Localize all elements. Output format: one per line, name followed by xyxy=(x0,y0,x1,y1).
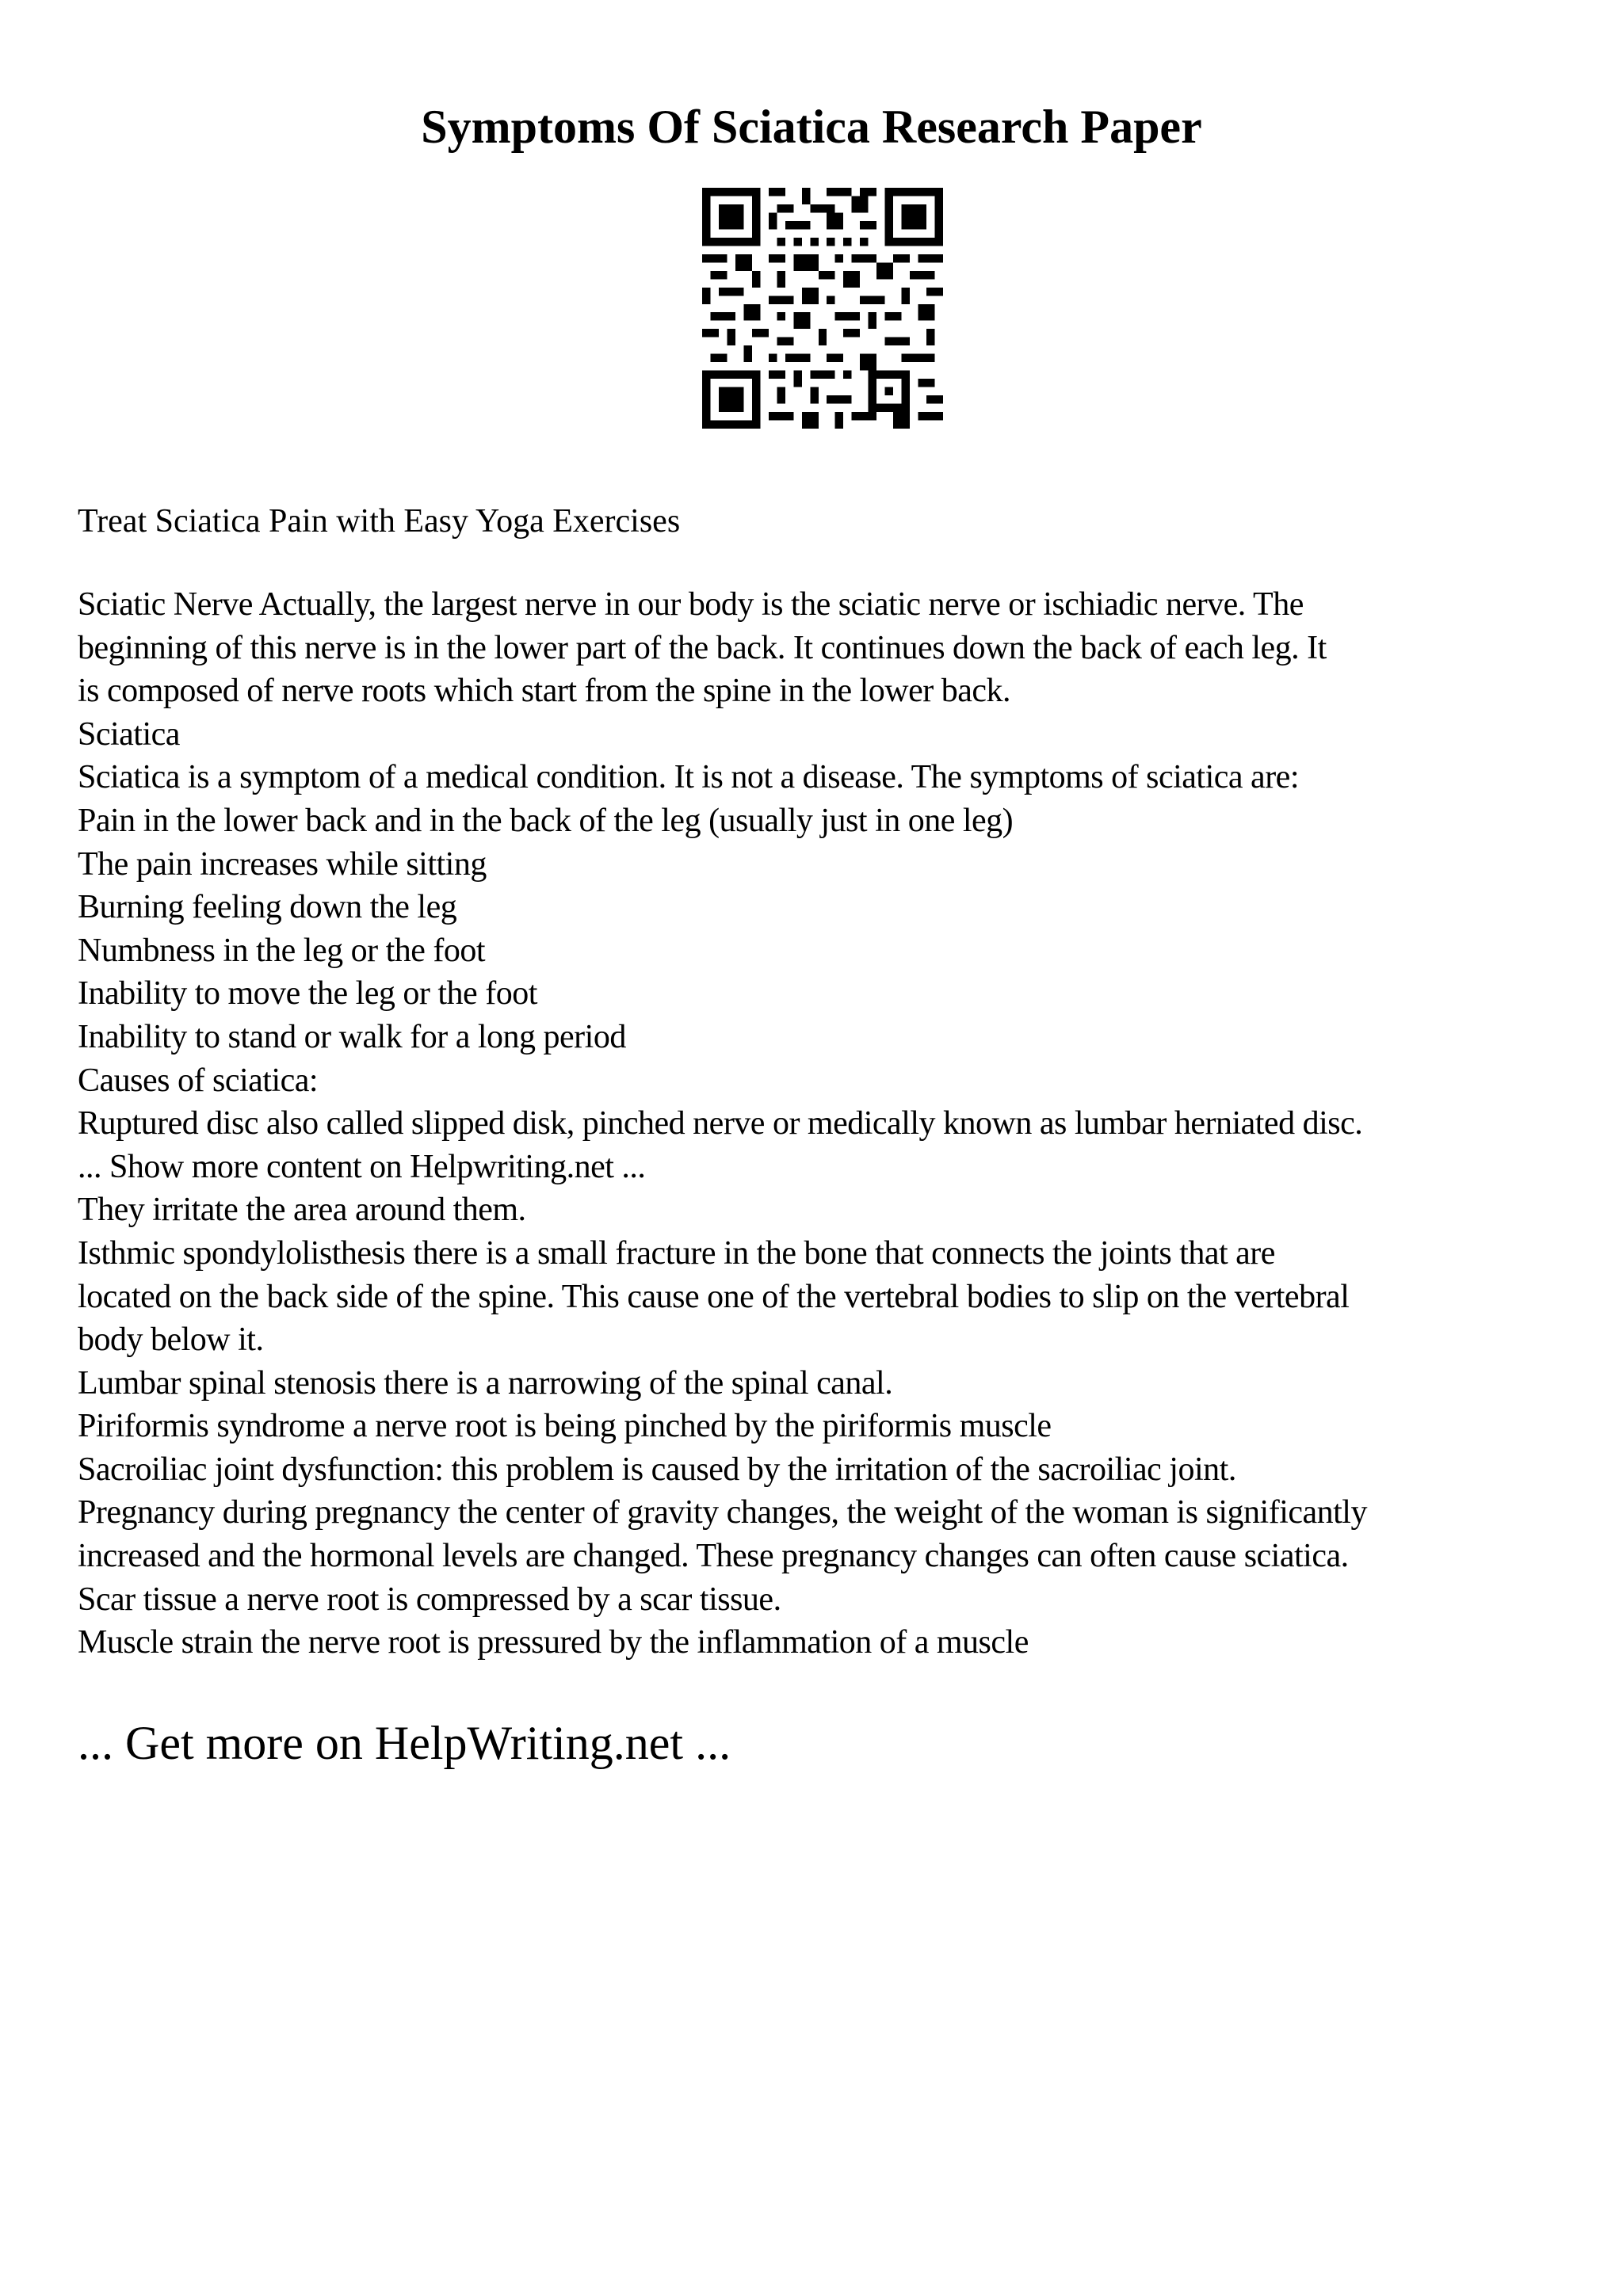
show-more-link[interactable]: ... Show more content on Helpwriting.net ... xyxy=(78,1148,646,1185)
qr-code-icon xyxy=(702,188,943,429)
get-more-link[interactable]: ... Get more on HelpWriting.net ... xyxy=(78,1717,731,1769)
body-line: increased and the hormonal levels are changed. These pregnancy changes can often cause sciatica. xyxy=(78,1538,1349,1575)
article-subtitle: Treat Sciatica Pain with Easy Yoga Exercises xyxy=(78,503,681,540)
body-line: Burning feeling down the leg xyxy=(78,889,457,926)
body-line: Inability to move the leg or the foot xyxy=(78,975,537,1013)
body-line: is composed of nerve roots which start from the spine in the lower back. xyxy=(78,673,1011,710)
body-line: located on the back side of the spine. This cause one of the vertebral bodies to slip on the vertebral xyxy=(78,1278,1350,1315)
page-title: Symptoms Of Sciatica Research Paper xyxy=(421,101,1202,153)
body-line: Ruptured disc also called slipped disk, pinched nerve or medically known as lumbar herniated disc. xyxy=(78,1105,1363,1142)
body-line: Muscle strain the nerve root is pressured by the inflammation of a muscle xyxy=(78,1624,1029,1661)
body-line: Numbness in the leg or the foot xyxy=(78,932,486,969)
body-line: Inability to stand or walk for a long period xyxy=(78,1018,626,1055)
body-line: Lumbar spinal stenosis there is a narrowing of the spinal canal. xyxy=(78,1364,893,1402)
body-line: Sciatica is a symptom of a medical condition. It is not a disease. The symptoms of sciatica are: xyxy=(78,759,1299,796)
body-line: Pain in the lower back and in the back of the leg (usually just in one leg) xyxy=(78,802,1014,839)
body-line: The pain increases while sitting xyxy=(78,845,487,883)
body-line: Sciatica xyxy=(78,715,180,753)
body-line: Causes of sciatica: xyxy=(78,1062,319,1099)
body-line: Sciatic Nerve Actually, the largest nerve in our body is the sciatic nerve or ischiadic nerve. The xyxy=(78,586,1304,623)
body-line: Pregnancy during pregnancy the center of gravity changes, the weight of the woman is significantly xyxy=(78,1494,1367,1531)
body-line: Isthmic spondylolisthesis there is a small fracture in the bone that connects the joints that are xyxy=(78,1234,1275,1272)
body-line: beginning of this nerve is in the lower part of the back. It continues down the back of each leg. It xyxy=(78,629,1327,666)
body-line: Sacroiliac joint dysfunction: this problem is caused by the irritation of the sacroiliac joint. xyxy=(78,1451,1236,1488)
article-body xyxy=(78,583,1568,1665)
body-line: Piriformis syndrome a nerve root is being pinched by the piriformis muscle xyxy=(78,1408,1052,1445)
body-line: They irritate the area around them. xyxy=(78,1192,526,1229)
body-line: Scar tissue a nerve root is compressed by a scar tissue. xyxy=(78,1581,781,1618)
body-line: body below it. xyxy=(78,1322,264,1359)
